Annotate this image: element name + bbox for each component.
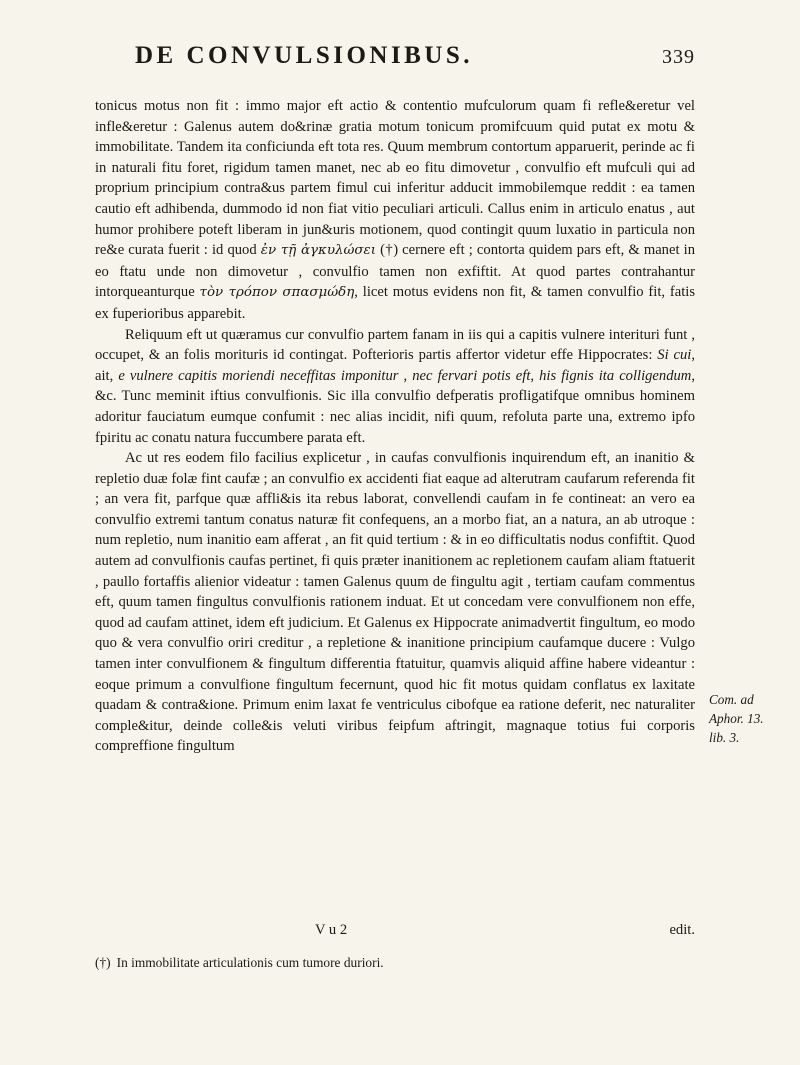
catchword: edit.: [669, 922, 695, 938]
footnote-text: In immobilitate articulationis cum tumore duriori.: [116, 955, 384, 970]
greek-phrase: ἐν τῇ ἀγκυλώσει: [260, 243, 376, 259]
footnote-mark: (†): [95, 955, 111, 970]
paragraph-3: Ac ut res eodem filo facilius explicetur , in caufas convulfionis inquirendum eft, an inanitio & repletio duæ folæ fint caufæ ; an convulfio ex accidenti fiat eaque ad alterutram caufarum referenda fit ; an vera fit, parfque quæ affli&is ita rebus laborat, convellendi caufam in fe contineat: an vero ea convulfio extremi tantum conatus naturæ fit confequens, an a morbo fiat, an a natura, an ab utroque : num repletio, num inanitio eam afferat , an fit quid tertium : & in eo difficultatis nodus confiftit. Quod autem ad convulfionis caufas pertinet, fi quis præter inanitionem ac repletionem caufam aliam ftatuerit , paullo fortaffis alienior videatur : tamen Galenus quum de fingultu agit , tertiam caufam commentus eft, quum tamen fingultus convulfionis rationem induat. Et ut concedam vere convulfionem non effe, quod ad caufam attinet, idem eft judicium. Et Galenus ex Hippocrate animadvertit fingultum, eo modo quo & vera convulfio oriri creditur , a repletione & inanitione principium caufamque ducere : Vulgo tamen inter convulfionem & fingultum differentia ftatuitur, quamvis aliquid affine habere videantur : eoque primum a convulfione fingultum fecernunt, quod hic fit motus quidam conflatus ex laxitate quadam & contra&ione. Primum enim laxat fe ventriculus cibofque ea ratione deferit, nec naturaliter comple&itur, deinde colle&is veluti viribus feipfum aftringit, magnaque totius fui corporis compreffione fingultum: [95, 450, 695, 755]
signature-line: [315, 922, 695, 939]
margin-note: Com. ad Aphor. 13. lib. 3.: [709, 692, 764, 745]
running-title: DE CONVULSIONIBUS.: [135, 42, 474, 69]
quotation: e vulnere capitis moriendi neceffitas imponitur , nec fervari potis eft, his fignis ita colligendum: [118, 367, 692, 384]
running-head: [95, 42, 695, 70]
page-number: 339: [662, 46, 695, 68]
footnote: [95, 955, 695, 971]
greek-phrase: τὸν τρόπον σπασμώδη: [199, 285, 355, 301]
signature-mark: V u 2: [315, 922, 348, 938]
quotation: Si cui: [657, 347, 692, 364]
paragraph-1: tonicus motus non fit : immo major eft actio & contentio mufculorum quam fi refle&eretur vel infle&eretur : Galenus autem do&rinæ gratia motum tonicum promifcuum quid putat ex motu & immobilitate. Tandem ita conficiunda eft tota res. Quum membrum contortum apparuerit, perinde ac fi in naturali fitu foret, rigidum tamen manet, nec ab eo fitu dimovetur , convulfio eft mufculi qui ad proprium principium contra&us partem fimul cui inferitur adducit immobilemque reddit : ea tamen cautio eft adhibenda, dummodo id non fiat vitio peculiari articuli. Callus enim in articulo enatus , aut humor prohibere poteft liberam in jun&uris motionem, quod contingit quum luxatio in particula non re&e curata fuerit : id quod ἐν τῇ ἀγκυλώσει (†) cernere eft ; contorta quidem pars eft, & manet in eo ftatu unde non dimovetur , convulfio tamen non exfiftit. At quod partes contrahantur intorqueanturque τὸν τρόπον σπασμώδη, licet motus evidens non fit, & tamen convulfio fit, fatis ex fuperioribus apparebit.: [95, 98, 695, 322]
paragraph-2: Reliquum eft ut quæramus cur convulfio partem fanam in iis qui a capitis vulnere interituri funt , occupet, & an folis morituris id contingat. Pofterioris partis affertor videtur effe Hippocrates: Si cui, ait, e vulnere capitis moriendi neceffitas imponitur , nec fervari potis eft, his fignis ita colligendum, &c. Tunc meminit iftius convulfionis. Sic illa convulfio defperatis profligatifque omnibus hominem adoritur fauciatum eumque confumit : nec alias incidit, nifi quum, refoluta parte una, extremo ipfo fpiritu ac conatu natura fuccumbere parata eft.: [95, 326, 695, 446]
main-text: [95, 96, 695, 757]
